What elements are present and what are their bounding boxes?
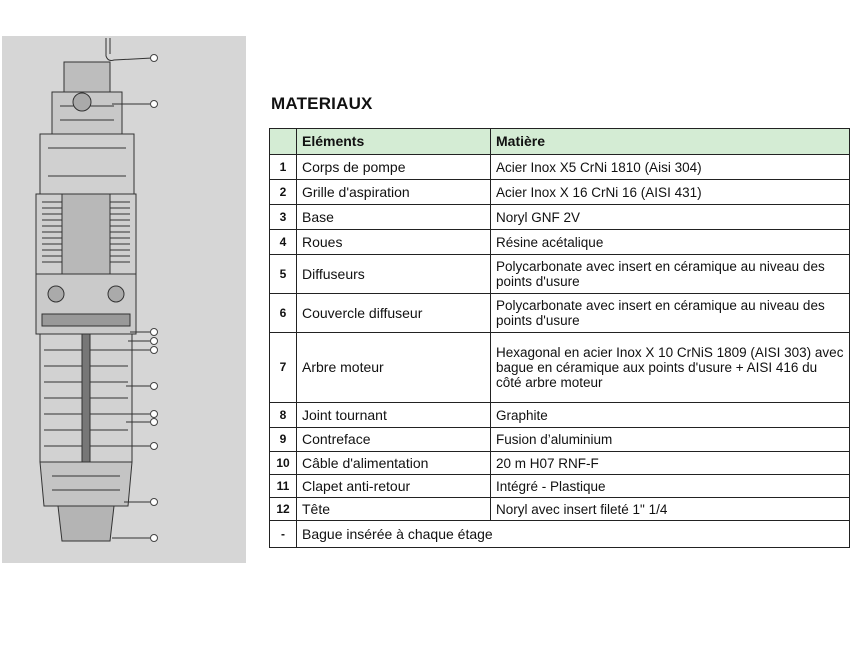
row-material: Acier Inox X 16 CrNi 16 (AISI 431) bbox=[491, 180, 850, 205]
row-element: Grille d'aspiration bbox=[297, 180, 491, 205]
header-number bbox=[270, 129, 297, 155]
table-row bbox=[270, 333, 850, 403]
table-row bbox=[270, 255, 850, 294]
row-element: Câble d'alimentation bbox=[297, 452, 491, 475]
table-row bbox=[270, 155, 850, 180]
row-element: Roues bbox=[297, 230, 491, 255]
row-element: Base bbox=[297, 205, 491, 230]
row-number: 9 bbox=[270, 428, 297, 452]
table-row bbox=[270, 294, 850, 333]
row-element: Clapet anti-retour bbox=[297, 475, 491, 498]
row-material: Résine acétalique bbox=[491, 230, 850, 255]
row-number: 3 bbox=[270, 205, 297, 230]
row-element: Corps de pompe bbox=[297, 155, 491, 180]
row-material: Polycarbonate avec insert en céramique au niveau des points d'usure bbox=[491, 255, 850, 294]
table-row bbox=[270, 180, 850, 205]
row-material: Fusion d’aluminium bbox=[491, 428, 850, 452]
row-number: 12 bbox=[270, 498, 297, 521]
row-element: Tête bbox=[297, 498, 491, 521]
footer-number: - bbox=[270, 521, 297, 548]
header-material: Matière bbox=[491, 129, 850, 155]
row-material: Noryl GNF 2V bbox=[491, 205, 850, 230]
row-number: 4 bbox=[270, 230, 297, 255]
table-row bbox=[270, 498, 850, 521]
table-row bbox=[270, 403, 850, 428]
row-material: Hexagonal en acier Inox X 10 CrNiS 1809 (AISI 303) avec bague en céramique aux points d'usure + AISI 416 du côté arbre moteur bbox=[491, 333, 850, 403]
materials-table bbox=[269, 128, 850, 548]
section-title: MATERIAUX bbox=[271, 94, 373, 113]
table-row bbox=[270, 230, 850, 255]
row-element: Couvercle diffuseur bbox=[297, 294, 491, 333]
row-number: 7 bbox=[270, 333, 297, 403]
row-number: 6 bbox=[270, 294, 297, 333]
pump-drawing-svg bbox=[2, 36, 246, 563]
row-element: Joint tournant bbox=[297, 403, 491, 428]
row-material: Acier Inox X5 CrNi 1810 (Aisi 304) bbox=[491, 155, 850, 180]
row-material: 20 m H07 RNF-F bbox=[491, 452, 850, 475]
row-material: Noryl avec insert fileté 1" 1/4 bbox=[491, 498, 850, 521]
row-number: 2 bbox=[270, 180, 297, 205]
row-number: 5 bbox=[270, 255, 297, 294]
row-material: Polycarbonate avec insert en céramique au niveau des points d'usure bbox=[491, 294, 850, 333]
row-element: Diffuseurs bbox=[297, 255, 491, 294]
row-material: Graphite bbox=[491, 403, 850, 428]
table-row bbox=[270, 475, 850, 498]
row-element: Arbre moteur bbox=[297, 333, 491, 403]
row-number: 8 bbox=[270, 403, 297, 428]
table-row bbox=[270, 205, 850, 230]
row-number: 11 bbox=[270, 475, 297, 498]
row-number: 1 bbox=[270, 155, 297, 180]
header-elements: Eléments bbox=[297, 129, 491, 155]
pump-cross-section-drawing bbox=[2, 36, 246, 563]
row-element: Contreface bbox=[297, 428, 491, 452]
row-material: Intégré - Plastique bbox=[491, 475, 850, 498]
row-number: 10 bbox=[270, 452, 297, 475]
table-row bbox=[270, 428, 850, 452]
table-footer-row bbox=[270, 521, 850, 548]
table-header-row bbox=[270, 129, 850, 155]
table-row bbox=[270, 452, 850, 475]
footer-element: Bague insérée à chaque étage bbox=[297, 521, 850, 548]
